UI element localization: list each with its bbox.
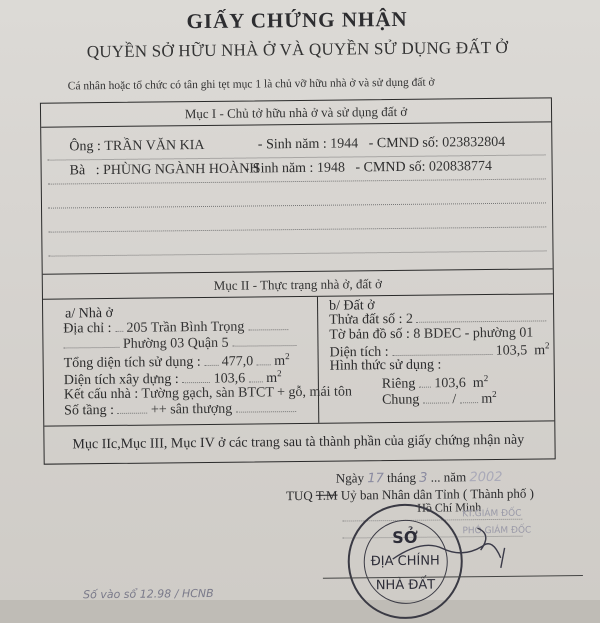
registration-note: Số vào sổ 12.98 / HCNB (83, 586, 214, 602)
authority-prefix: TUQ (285, 487, 313, 504)
structure-label: Kết cấu nhà : (63, 386, 139, 403)
stamp-line-3: NHÀ ĐẤT (375, 577, 436, 594)
intro-text: Cá nhân hoặc tổ chức có tân ghi tẹt mục 1 là chủ vỡ hữu nhà ở và sử dụng đất ở (67, 76, 435, 93)
section2-title: Mục II - Thực trạng nhà ở, đất ở (43, 268, 553, 299)
owner-prefix: Bà (69, 163, 86, 179)
plot-label: Thửa đất số : (329, 311, 403, 328)
year-value: 2002 (469, 469, 503, 486)
private-value: 103,6 (434, 375, 466, 392)
unit: m (266, 370, 278, 387)
day-label: Ngày (335, 470, 365, 486)
birth-year: 1944 (330, 136, 359, 152)
structure-value: Tường gạch, sàn BTCT + gỗ, mái tôn (141, 384, 352, 402)
build-area-value: 103,6 (213, 371, 246, 387)
dotted-line (48, 178, 546, 184)
plot-value: 2 (405, 311, 414, 327)
authority-struck: T.M (315, 487, 338, 503)
owner-row: Bà : PHÙNG NGÀNH HOÀNH - Sinh năm : 1948 - CMND số: 020838774 (69, 158, 493, 179)
address-label: Địa chỉ : (63, 320, 112, 337)
authority-row (286, 486, 534, 505)
house-heading: a/ Nhà ở (65, 305, 114, 322)
id-label: - CMND số: (355, 159, 426, 176)
footer-note: Mục IIc,Mục III, Mục IV ở các trang sau tà thành phần của giấy chứng nhận này (44, 420, 554, 463)
birth-label: - Sinh năm : (244, 160, 314, 177)
dotted-line (48, 226, 546, 232)
address-line1: 205 Trần Bình Trọng (126, 319, 245, 336)
map-label: Tờ bản đồ số : (329, 326, 410, 343)
faint-title-1: KT.GIÁM ĐỐC (462, 508, 522, 520)
document-subtitle: QUYỀN SỞ HỮU NHÀ Ở VÀ QUYỀN SỬ DỤNG ĐẤT Ở (86, 37, 509, 62)
land-heading: b/ Đất ở (328, 298, 375, 314)
certificate-table (40, 97, 556, 464)
column-divider (317, 297, 319, 423)
year-label: năm (443, 469, 467, 485)
owner-name: TRẦN VĂN KIA (104, 137, 205, 155)
dotted-line (48, 202, 546, 208)
floors-row (64, 401, 296, 419)
usage-label: Hình thức sử dụng : (329, 357, 442, 374)
structure-row (64, 384, 352, 403)
land-area-label: Diện tích : (329, 344, 389, 361)
id-label: - CMND số: (368, 135, 439, 152)
date-row: Ngày 17 tháng 3 ... năm 2002 (335, 469, 503, 487)
city-name: Hồ Chí Minh (417, 500, 482, 515)
authority-name: Uỷ ban Nhân dân Tỉnh ( Thành phố ) (340, 485, 534, 503)
shared-row: Chung / $m^2$ (381, 388, 497, 408)
private-row: Riêng 103,6 $m^2$ (381, 373, 489, 392)
owner-prefix: Ông (69, 139, 94, 155)
owner-row: Ông : TRẦN VĂN KIA - Sinh năm : 1944 - CMND số: 023832804 (69, 134, 506, 155)
floors-label: Số tầng : (64, 402, 115, 419)
floors-value: ++ sân thượng (150, 401, 233, 418)
birth-year: 1948 (316, 160, 345, 176)
month-value: 3 (419, 470, 428, 486)
private-label: Riêng (381, 376, 416, 392)
day-value: 17 (367, 471, 384, 487)
build-area-label: Diện tích xây dựng : (63, 371, 179, 389)
stamp-line-2: ĐỊA CHÍNH (370, 553, 440, 570)
faint-title-2: PHÓ GIÁM ĐỐC (462, 525, 532, 537)
map-value: 8 BDEC - phường 01 (413, 325, 534, 342)
document-title: GIẤY CHỨNG NHẬN (186, 6, 408, 34)
id-number: 023832804 (442, 134, 506, 151)
id-number: 020838774 (428, 158, 493, 175)
shared-label: Chung (381, 392, 420, 408)
handwritten-signature (382, 518, 523, 589)
dotted-line (49, 250, 547, 256)
month-label: tháng (387, 469, 417, 486)
build-area-row: Diện tích xây dựng : 103,6 $m^2$ (63, 368, 282, 389)
unit: m (274, 353, 286, 369)
total-area-value: 477,0 (221, 354, 254, 370)
shared-value: / (452, 392, 457, 408)
address-line2: Phường 03 Quận 5 (122, 335, 229, 352)
section1-title: Mục I - Chủ tở hữu nhà ở và sử dụng đất ở (41, 98, 551, 127)
total-area-label: Tổng diện tích sử dụng : (63, 354, 201, 372)
birth-label: - Sinh năm : (257, 136, 327, 153)
land-area-row: Diện tích : 103,5 $m^2$ (329, 340, 550, 361)
land-area-value: 103,5 (495, 343, 528, 359)
owner-name: PHÙNG NGÀNH HOÀNH (103, 161, 260, 179)
stamp-line-1: SỞ (392, 527, 418, 548)
total-area-row: Tổng diện tích sử dụng : 477,0 $m^2$ (63, 351, 290, 372)
